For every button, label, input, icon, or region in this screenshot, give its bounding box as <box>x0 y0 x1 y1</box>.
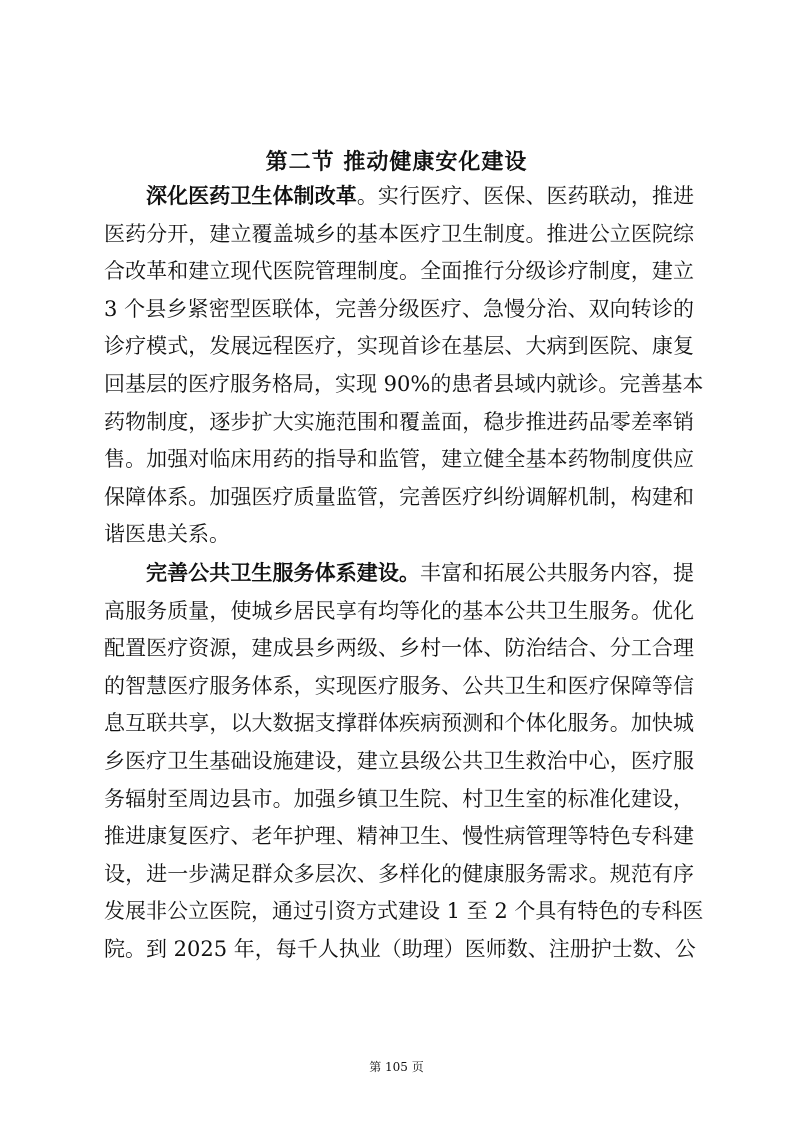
paragraph-line: 保障体系。加强医疗质量监管，完善医疗纠纷调解机制，构建和 <box>104 484 694 509</box>
paragraph-line: 谐医患关系。 <box>104 522 230 547</box>
paragraph-line: 高服务质量，使城乡居民享有均等化的基本公共卫生服务。优化 <box>104 598 694 623</box>
paragraph-line: 药物制度，逐步扩大实施范围和覆盖面，稳步推进药品零差率销 <box>104 409 694 434</box>
paragraph-line: 回基层的医疗服务格局，实现 90%的患者县域内就诊。完善基本 <box>104 371 704 396</box>
section-title: 第二节 推动健康安化建设 <box>265 150 528 175</box>
paragraph-line <box>104 555 694 593</box>
paragraph-lead: 完善公共卫生服务体系建设。 <box>146 561 421 585</box>
paragraph-line: 务辐射至周边县市。加强乡镇卫生院、村卫生室的标准化建设， <box>104 786 694 811</box>
paragraph-line: 配置医疗资源，建成县乡两级、乡村一体、防治结合、分工合理 <box>104 636 694 661</box>
paragraph-line: 发展非公立医院，通过引资方式建设 1 至 2 个具有特色的专科医 <box>104 899 704 924</box>
page-number: 第 105 页 <box>369 1060 424 1074</box>
paragraph-line: 乡医疗卫生基础设施建设，建立县级公共卫生救治中心，医疗服 <box>104 748 694 773</box>
paragraph-line: 院。到 2025 年，每千人执业（助理）医师数、注册护士数、公 <box>104 936 696 961</box>
paragraph-public-health <box>104 555 704 969</box>
line-text: 。实行医疗、医保、医药联动，推进 <box>356 184 695 208</box>
paragraph-line <box>104 178 694 216</box>
paragraph-line: 医药分开，建立覆盖城乡的基本医疗卫生制度。推进公立医院综 <box>104 221 694 246</box>
paragraph-line: 合改革和建立现代医院管理制度。全面推行分级诊疗制度，建立 <box>104 259 694 284</box>
line-text: 丰富和拓展公共服务内容，提 <box>420 561 695 585</box>
paragraph-line: 3 个县乡紧密型医联体，完善分级医疗、急慢分治、双向转诊的 <box>104 296 694 321</box>
paragraph-line: 息互联共享，以大数据支撑群体疾病预测和个体化服务。加快城 <box>104 711 694 736</box>
paragraph-line: 诊疗模式，发展远程医疗，实现首诊在基层、大病到医院、康复 <box>104 334 694 359</box>
paragraph-line: 设，进一步满足群众多层次、多样化的健康服务需求。规范有序 <box>104 861 694 886</box>
paragraph-medical-reform <box>104 178 704 554</box>
paragraph-line: 的智慧医疗服务体系，实现医疗服务、公共卫生和医疗保障等信 <box>104 673 694 698</box>
paragraph-lead: 深化医药卫生体制改革 <box>146 184 357 208</box>
paragraph-line: 推进康复医疗、老年护理、精神卫生、慢性病管理等特色专科建 <box>104 824 694 849</box>
paragraph-line: 售。加强对临床用药的指导和监管，建立健全基本药物制度供应 <box>104 447 694 472</box>
